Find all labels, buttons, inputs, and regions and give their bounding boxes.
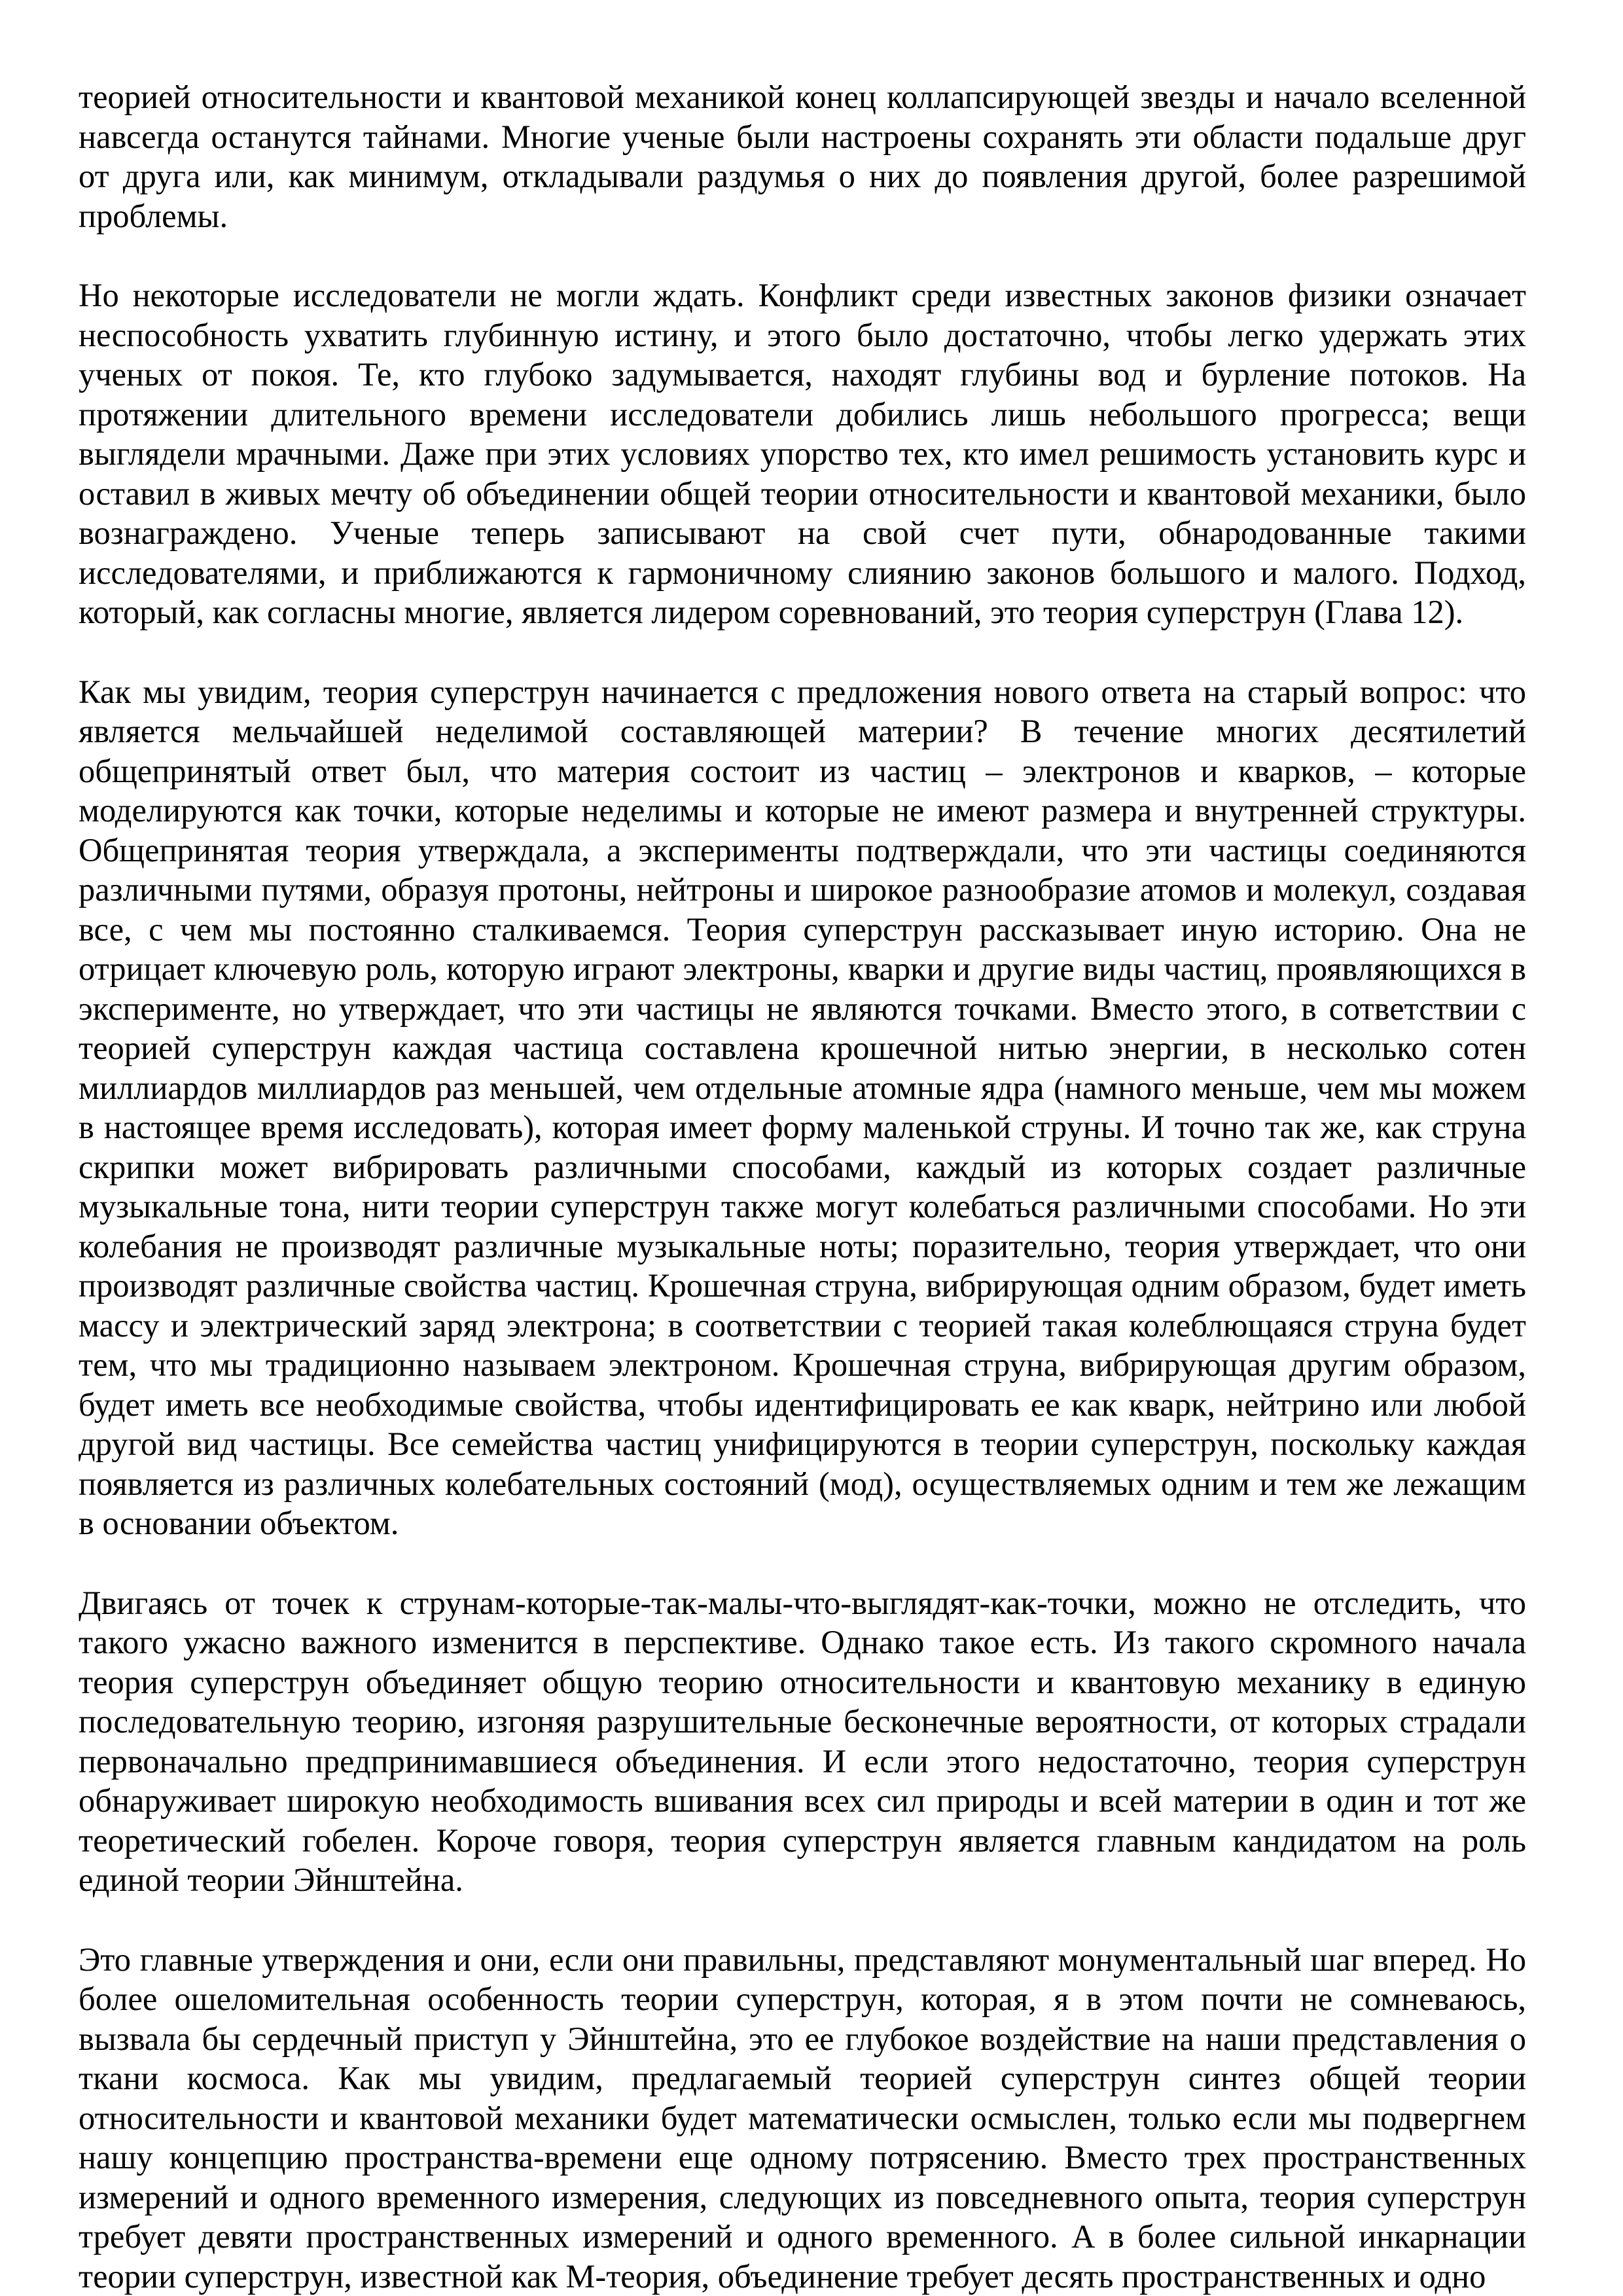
- document-page: [79, 77, 1526, 2296]
- paragraph-3: Как мы увидим, теория суперструн начинается с предложения нового ответа на старый вопрос: что является мельчайшей неделимой составляющей материи? В течение многих десятилетий общепринятый ответ был, что материя состоит из частиц – электронов и кварков, – которые моделируются как точки, которые неделимы и которые не имеют размера и внутренней структуры. Общепринятая теория утверждала, а эксперименты подтверждали, что эти частицы соединяются различными путями, образуя протоны, нейтроны и широкое разнообразие атомов и молекул, создавая все, с чем мы постоянно сталкиваемся. Теория суперструн рассказывает иную историю. Она не отрицает ключевую роль, которую играют электроны, кварки и другие виды частиц, проявляющихся в эксперименте, но утверждает, что эти частицы не являются точками. Вместо этого, в сответствии с теорией суперструн каждая частица составлена крошечной нитью энергии, в несколько сотен миллиардов миллиардов раз меньшей, чем отдельные атомные ядра (намного меньше, чем мы можем в настоящее время исследовать), которая имеет форму маленькой струны. И точно так же, как струна скрипки может вибрировать различными способами, каждый из которых создает различные музыкальные тона, нити теории суперструн также могут колебаться различными способами. Но эти колебания не производят различные музыкальные ноты; поразительно, теория утверждает, что они производят различные свойства частиц. Крошечная струна, вибрирующая одним образом, будет иметь массу и электрический заряд электрона; в соответствии с теорией такая колеблющаяся струна будет тем, что мы традиционно называем электроном. Крошечная струна, вибрирующая другим образом, будет иметь все необходимые свойства, чтобы идентифицировать ее как кварк, нейтрино или любой другой вид частицы. Все семейства частиц унифицируются в теории суперструн, поскольку каждая появляется из различных колебательных состояний (мод), осуществляемых одним и тем же лежащим в основании объектом.: [79, 673, 1526, 1541]
- paragraph-5: Это главные утверждения и они, если они правильны, представляют монументальный шаг вперед. Но более ошеломительная особенность теории суперструн, которая, я в этом почти не сомневаюсь, вызвала бы сердечный приступ у Эйнштейна, это ее глубокое воздействие на наши представления о ткани космоса. Как мы увидим, предлагаемый теорией суперструн синтез общей теории относительности и квантовой механики будет математически осмыслен, только если мы подвергнем нашу концепцию пространства-времени еще одному потрясению. Вместо трех пространственных измерений и одного временного измерения, следующих из повседневного опыта, теория суперструн требует девяти пространственных измерений и одного временного. А в более сильной инкарнации теории суперструн, известной как М-теория, объединение требует десять пространственных и одно: [79, 1941, 1526, 2295]
- paragraph-2: Но некоторые исследователи не могли ждать. Конфликт среди известных законов физики означает неспособность ухватить глубинную истину, и этого было достаточно, чтобы легко удержать этих ученых от покоя. Те, кто глубоко задумывается, находят глубины вод и бурление потоков. На протяжении длительного времени исследователи добились лишь небольшого прогресса; вещи выглядели мрачными. Даже при этих условиях упорство тех, кто имел решимость установить курс и оставил в живых мечту об объединении общей теории относительности и квантовой механики, было вознаграждено. Ученые теперь записывают на свой счет пути, обнародованные такими исследователями, и приближаются к гармоничному слиянию законов большого и малого. Подход, который, как согласны многие, является лидером соревнований, это теория суперструн (Глава 12).: [79, 277, 1526, 630]
- paragraph-1: теорией относительности и квантовой механикой конец коллапсирующей звезды и начало вселенной навсегда останутся тайнами. Многие ученые были настроены сохранять эти области подальше друг от друга или, как минимум, откладывали раздумья о них до появления другой, более разрешимой проблемы.: [79, 79, 1526, 234]
- paragraph-4: Двигаясь от точек к струнам-которые-так-малы-что-выглядят-как-точки, можно не отследить, что такого ужасно важного изменится в перспективе. Однако такое есть. Из такого скромного начала теория суперструн объединяет общую теорию относительности и квантовую механику в единую последовательную теорию, изгоняя разрушительные бесконечные вероятности, от которых страдали первоначально предпринимавшиеся объединения. И если этого недостаточно, теория суперструн обнаруживает широкую необходимость вшивания всех сил природы и всей материи в один и тот же теоретический гобелен. Короче говоря, теория суперструн является главным кандидатом на роль единой теории Эйнштейна.: [79, 1584, 1526, 1898]
